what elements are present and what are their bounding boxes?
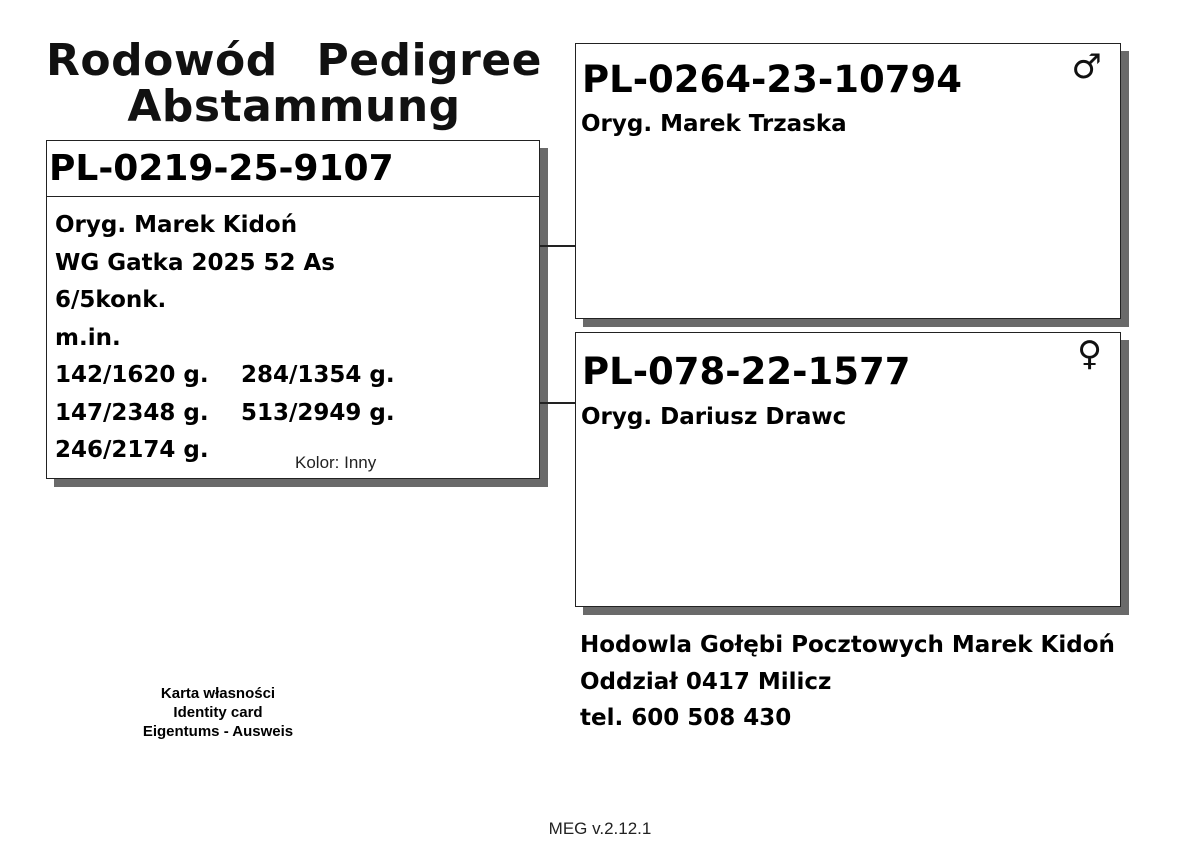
mother-card: [575, 332, 1121, 607]
mother-ring-number: PL-078-22-1577: [582, 350, 911, 393]
card-label-polish: Karta własności: [160, 685, 276, 702]
result-cell: 284/1354 g.: [241, 362, 395, 388]
bird-competitions: 6/5konk.: [55, 287, 167, 313]
bird-ring-number: PL-0219-25-9107: [47, 141, 539, 197]
connector-line: [539, 402, 575, 404]
pedigree-title: [46, 35, 542, 132]
bird-achievement: WG Gatka 2025 52 As: [55, 249, 335, 276]
title-english: Pedigree: [316, 35, 542, 86]
result-cell: 513/2949 g.: [241, 399, 395, 426]
bird-origin: Oryg. Marek Kidoń: [55, 212, 298, 238]
breeder-branch: Oddział 0417 Milicz: [580, 668, 832, 695]
result-row: [55, 395, 539, 433]
father-owner: Oryg. Marek Trzaska: [581, 111, 847, 137]
father-card: [575, 43, 1121, 319]
female-icon: ♀: [1077, 334, 1102, 374]
result-cell: 142/1620 g.: [55, 362, 209, 388]
father-ring-number: PL-0264-23-10794: [582, 58, 962, 101]
title-german: Abstammung: [127, 81, 461, 132]
card-label-english: Identity card: [173, 704, 263, 721]
male-icon: ♂: [1071, 47, 1102, 87]
breeder-info: [580, 627, 1115, 737]
connector-line: [539, 245, 575, 247]
breeder-name: Hodowla Gołębi Pocztowych Marek Kidoń: [580, 632, 1115, 658]
bird-details: [47, 197, 539, 470]
result-cell: 147/2348 g.: [55, 399, 209, 426]
breeder-phone: tel. 600 508 430: [580, 705, 792, 731]
bird-card: [46, 140, 540, 479]
app-version: MEG v.2.12.1: [548, 819, 652, 838]
bird-among-others: m.in.: [55, 324, 121, 351]
bird-color: Kolor: Inny: [295, 453, 377, 472]
result-row: [55, 357, 539, 395]
mother-owner: Oryg. Dariusz Drawc: [581, 404, 847, 430]
card-label-german: Eigentums - Ausweis: [142, 723, 294, 740]
result-cell: 246/2174 g.: [55, 437, 209, 463]
identity-card-label: [118, 684, 318, 741]
title-polish: Rodowód: [46, 35, 278, 86]
